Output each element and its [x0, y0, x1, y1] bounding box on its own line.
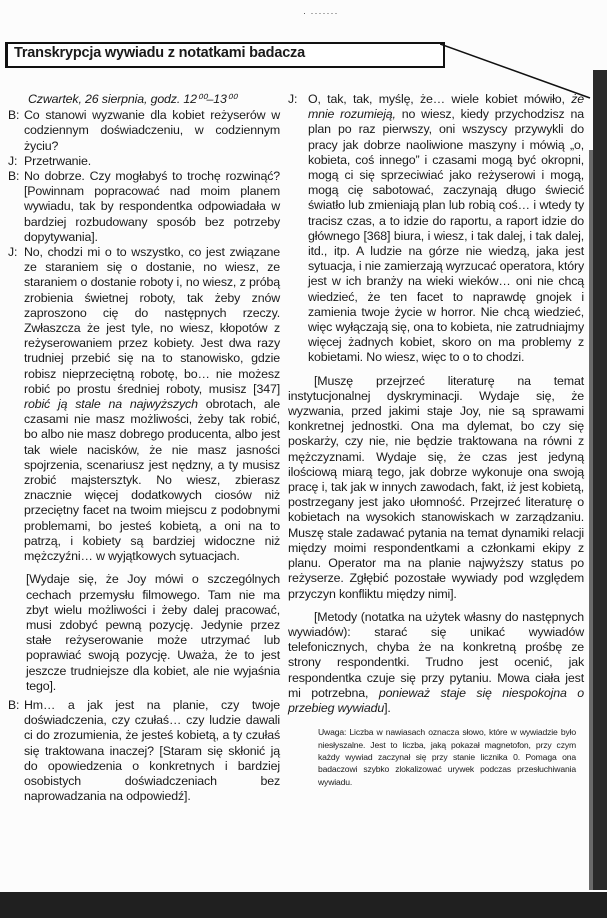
utterance-part: obrotach, ale czasami nie masz możliwości, żeby tak robić, bo albo nie masz dobrego producenta, albo jest tak wiele nacisków, że nie masz jasności spojrzenia, scenariusz jest nędzny, a ty musisz zrobić majstersztyk. No wiesz, zbierasz znacznie więcej dodatkowych ciosów niż przeciętny facet na twoim miejscu z podobnymi problemami, bo jesteś kobietą, a oni na to patrzą, i kobiety są bardziej widoczne niż mężczyźni… w wyjątkowych sytuacjach.: [24, 397, 281, 564]
researcher-note: [Wydaje się, że Joy mówi o szczególnych cechach przemysłu filmowego. Tam nie ma zbyt wielu możliwości i żeby dalej pracować, musi zdobyć pewną pozycję. Jedynie przez stałe reżyserowanie może utrzymać lub poprawiać swoją pozycję. Uważa, że to jest jeszcze trudniejsze dla kobiet, ale nie wyjaśnia tego].: [26, 572, 280, 693]
utterance: Co stanowi wyzwanie dla kobiet reżyserów w codziennym doświadczeniu, w codziennym życiu?: [24, 108, 280, 153]
note-part: ].: [384, 700, 391, 715]
turn-b2: [8, 169, 280, 245]
interview-date: Czwartek, 26 sierpnia, godz. 12⁰⁰–13⁰⁰: [28, 92, 237, 106]
speaker: J:: [288, 92, 298, 106]
footnote: Uwaga: Liczba w nawiasach oznacza słowo, które w wywiadzie było niesłyszalne. Jest to liczba, jaką pokazał magnetofon, przy czym każdy wywiad zaczynał się przy stanie licznika 0. Pomaga ona badaczowi szybko zlokalizować urywek podczas przesłuchiwania wywiadu.: [318, 727, 576, 787]
turn-j1: [8, 154, 280, 169]
turn-j2: [8, 245, 280, 564]
note-emphasis: ponieważ staje się niespokojna o przebieg wywiadu: [288, 685, 584, 715]
page-title: Transkrypcja wywiadu z notatkami badacza: [14, 45, 305, 61]
speaker: B:: [8, 108, 20, 123]
utterance-emphasis: że mnie rozumieją,: [308, 92, 584, 122]
scan-bottom-edge: [0, 892, 607, 918]
speaker: B:: [8, 697, 20, 712]
utterance: Przetrwanie.: [24, 153, 92, 168]
utterance-part: O, tak, tak, myślę, że… wiele kobiet mówiło,: [308, 92, 572, 106]
utterance: [308, 92, 584, 366]
left-column: [8, 92, 280, 804]
utterance-part: no wiesz, kiedy przychodzisz na plan po raz pierwszy, oni wszyscy przywykli do pracy jak dobrze naoliwione maszyny i mówią „o, kobieta, coś innego” i czasami mogą być okropni, mogą ci się sprzeciwiać jako reżyserowi i mogą, mogą cię sabotować, zaczynają długo świecić światło lub zmieniają plan lub robią coś… i wtedy ty tracisz czas, a to idzie do raportu, a raport idzie do głównego [368] biura, i wiesz, i tak dalej, i tak dalej, itd., itp. A ludzie na górze nie wiedzą, jaka jest sytuacja, i nie zamierzają wyrzucać operatora, który jest w ich branży na wieki wieków… oni nie chcą wiedzieć, że ten facet to naprawdę gnojek i zamienia twoje życie w horror. Nie chcą wiedzieć, więc wyłączają się, ona to kobieta, nie zatrudniajmy więcej żadnych kobiet, skoro on ma problemy z kobietami. No wiesz, więc to o to chodzi.: [308, 107, 584, 365]
turn-j3: [288, 92, 584, 366]
utterance: Hm… a jak jest na planie, czy twoje doświadczenia, czy czułaś… czy ludzie dawali ci do zrozumienia, że jesteś kobietą, a ty czułaś się traktowana inaczej? [Staram się skłonić ją do opowiedzenia o konkretnych i bardziej osobistych doświadczeniach bez naprowadzania na odpowiedź].: [24, 697, 280, 804]
methods-note: [288, 610, 584, 716]
turn-b1: [8, 108, 280, 154]
utterance-part: No, chodzi mi o to wszystko, co jest związane ze staraniem się o dostanie, no wiesz, ze staraniem o dostanie roboty i, no wiesz, z próbą zrobienia świetnej roboty, tak żeby znów zaproszono cię do następnych rzeczy. Zwłaszcza że jest tyle, no wiesz, kłopotów z reżyserowaniem przez kobiety. Jest dwa razy trudniej przebić się na to stanowisko, gdzie robisz nieprzeciętną robotę, bo… nie możesz robić po prostu średniej roboty, musisz [347]: [24, 245, 280, 396]
page-top-mark: · ·······: [303, 8, 339, 18]
right-column: [288, 92, 584, 788]
researcher-note: [Muszę przejrzeć literaturę na temat instytucjonalnej dyskryminacji. Wydaje się, że wyzwania, przed jakimi staje Joy, nie są sprawami konkretnej jednostki. Ona ma dylemat, bo czy się poskarży, czy nie, nie będzie traktowana na równi z mężczyznami. Wydaje się, że czas jest jedyną ilościową miarą tego, jak dobrze wykonuje ona swoją pracę i, tak jak w innych zawodach, fakt, iż jest kobietą, postrzegany jest jako ułomność. Przejrzeć literaturę o kobietach na wysokich stanowiskach w zarządzaniu. Muszę stale zadawać pytania na temat dynamiki relacji między moimi respondentkami a członkami ekipy z planu. Operator ma na planie najwyższy status po reżyserze. Zgłębić pozostałe wywiady pod względem przyczyn konfliktu między nimi].: [288, 373, 584, 601]
utterance-emphasis: robić ją stale na najwyższych: [24, 397, 198, 412]
speaker: J:: [8, 153, 18, 168]
speaker: B:: [8, 169, 20, 184]
scan-edge-dark: [593, 70, 607, 890]
utterance: No dobrze. Czy mogłabyś to trochę rozwinąć? [Powinnam popracować nad moim planem wywiadu, tak by respondentka odpowiadała w bardziej rozbudowany sposób bez potrzeby dopytywania].: [24, 169, 280, 244]
turn-b3: [8, 698, 280, 804]
note-part: [Metody (notatka na użytek własny do następnych wywiadów): starać się unikać wywiadów telefonicznych, chyba że na konkretną prośbę ze strony respondentki. Trudno jest ocenić, jak respondentka czuje się przy pytaniu. Mowa ciała jest mi potrzebna,: [288, 609, 584, 700]
title-rule-line: [440, 40, 607, 100]
speaker: J:: [8, 245, 18, 260]
utterance: [24, 245, 280, 564]
